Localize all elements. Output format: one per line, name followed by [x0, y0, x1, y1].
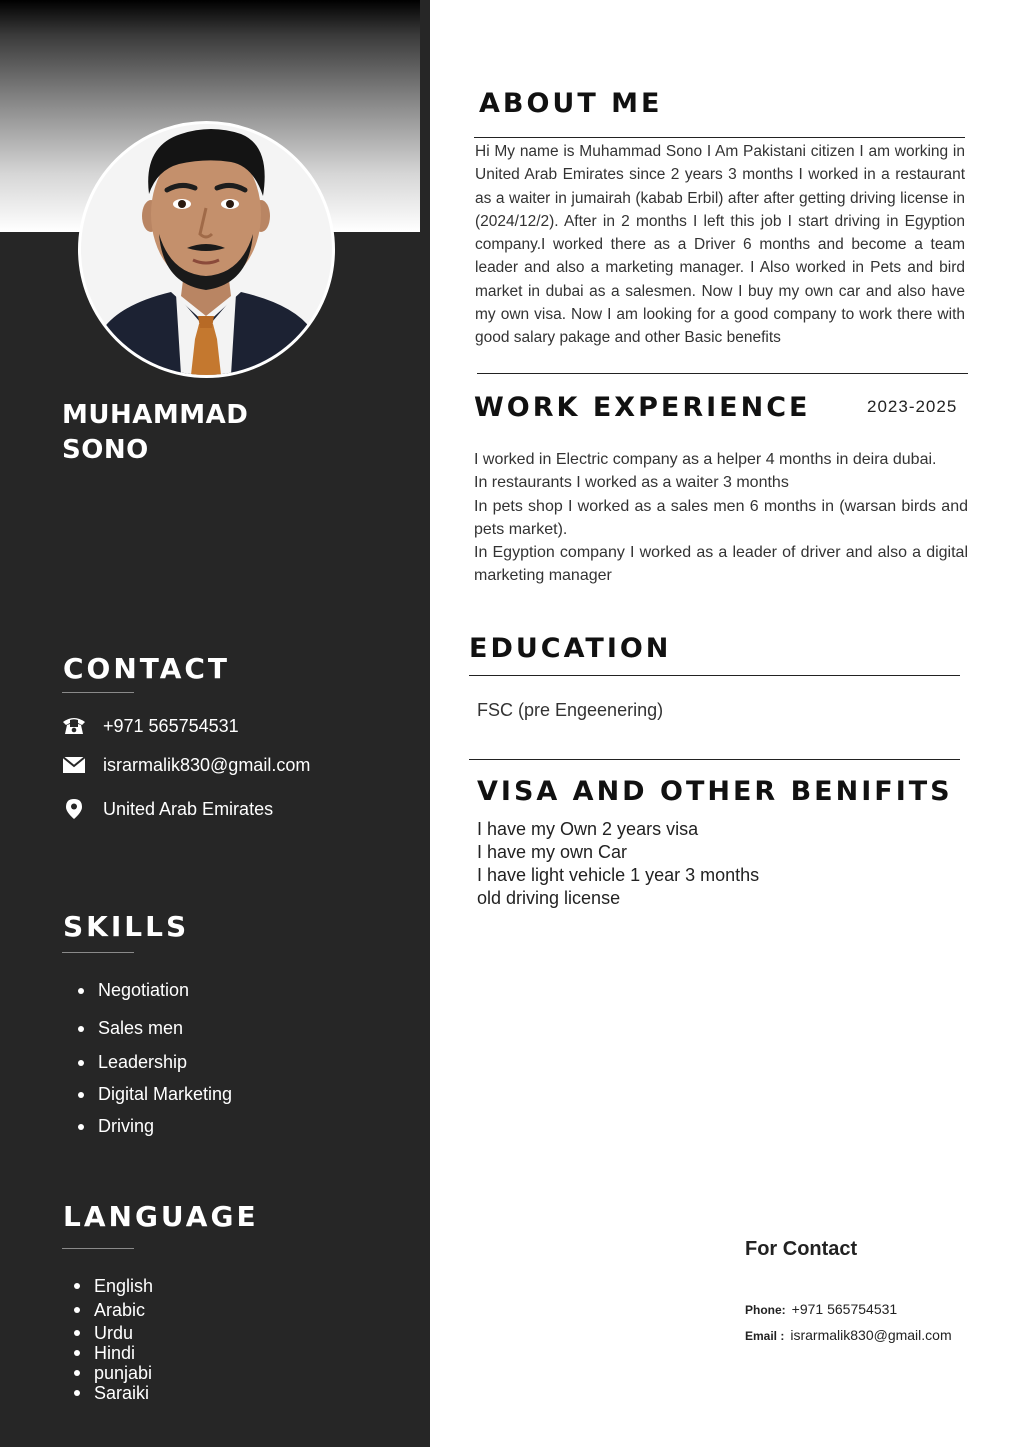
- visa-list: [477, 818, 759, 910]
- work-item: I worked in Electric company as a helper 4 months in deira dubai.: [474, 451, 937, 468]
- email-label: Email :: [745, 1329, 785, 1343]
- visa-line: I have my own Car: [477, 842, 628, 862]
- for-contact-email[interactable]: [745, 1327, 952, 1343]
- language-item-hindi: Hindi: [72, 1343, 153, 1363]
- language-divider: [62, 1248, 134, 1249]
- work-item: In Egyption company I worked as a leader of driver and also a digital marketing manager: [474, 544, 968, 585]
- work-item: In restaurants I worked as a waiter 3 months: [474, 474, 789, 492]
- skill-item-driving: Driving: [76, 1116, 154, 1137]
- education-bottom-rule: [469, 759, 960, 760]
- skills-divider: [62, 952, 134, 953]
- phone-text: +971 565754531: [103, 715, 239, 736]
- language-item-english: English: [72, 1276, 153, 1296]
- contact-phone[interactable]: [62, 715, 239, 737]
- about-heading: ABOUT ME: [479, 88, 663, 119]
- work-item: In pets shop I worked as a sales men 6 months in (warsan birds and pets market).: [474, 497, 968, 538]
- work-years: 2023-2025: [867, 397, 958, 416]
- visa-line: old driving license: [477, 888, 621, 908]
- first-name: MUHAMMAD: [62, 400, 249, 430]
- email-text: israrmalik830@gmail.com: [103, 754, 311, 775]
- skill-item-leadership: Leadership: [76, 1052, 187, 1073]
- education-top-rule: [469, 675, 960, 676]
- education-heading: EDUCATION: [469, 633, 672, 664]
- language-item-punjabi: punjabi: [72, 1363, 153, 1383]
- for-contact-title: For Contact: [745, 1238, 858, 1260]
- work-heading: WORK EXPERIENCE: [474, 392, 811, 423]
- phone-value: +971 565754531: [791, 1301, 898, 1317]
- skill-item-negotiation: Negotiation: [76, 980, 189, 1001]
- language-item-urdu: Urdu: [72, 1323, 153, 1343]
- mail-icon: [62, 754, 86, 776]
- sidebar: [0, 0, 430, 1447]
- contact-location: [62, 798, 273, 820]
- visa-line: I have light vehicle 1 year 3 months: [477, 865, 760, 885]
- last-name: SONO: [62, 435, 149, 465]
- visa-heading: VISA AND OTHER BENIFITS: [477, 776, 953, 807]
- language-heading: LANGUAGE: [63, 1200, 259, 1233]
- location-pin-icon: [62, 798, 86, 820]
- email-value: israrmalik830@gmail.com: [790, 1327, 952, 1343]
- visa-line: I have my Own 2 years visa: [477, 819, 699, 839]
- education-text: FSC (pre Engeenering): [477, 700, 664, 720]
- language-item-saraiki: Saraiki: [72, 1383, 153, 1403]
- about-top-rule: [474, 137, 965, 138]
- skills-heading: SKILLS: [63, 910, 190, 943]
- work-experience-list: [474, 448, 968, 588]
- skill-item-sales-men: Sales men: [76, 1018, 183, 1039]
- language-list: [72, 1276, 153, 1403]
- for-contact-phone[interactable]: [745, 1301, 897, 1317]
- phone-label: Phone:: [745, 1303, 786, 1317]
- about-text: Hi My name is Muhammad Sono I Am Pakistani citizen I am working in United Arab Emirates since 2 years 3 months I worked in a restaurant as a waiter in jumairah (kabab Erbil) after after getting driving license in (2024/12/2). After in 2 months I left this job I start driving in Egyption company.I worked there as a Driver 6 months and become a team leader and also a marketing manager. I Also worked in Pets and bird market in dubai as a salesmen. Now I buy my own car and also have my own visa. Now I am looking for a good company to work there with good salary pakage and other Basic benefits: [475, 143, 965, 347]
- about-bottom-rule: [477, 373, 968, 374]
- candidate-name: [62, 398, 248, 468]
- skill-item-digital-marketing: Digital Marketing: [76, 1084, 232, 1105]
- profile-portrait: [81, 124, 332, 375]
- location-text: United Arab Emirates: [103, 798, 274, 819]
- contact-divider: [62, 692, 134, 693]
- phone-icon: [62, 715, 86, 737]
- profile-photo: [78, 121, 335, 378]
- contact-email[interactable]: [62, 754, 310, 776]
- contact-heading: CONTACT: [63, 652, 231, 685]
- language-item-arabic: Arabic: [72, 1300, 153, 1320]
